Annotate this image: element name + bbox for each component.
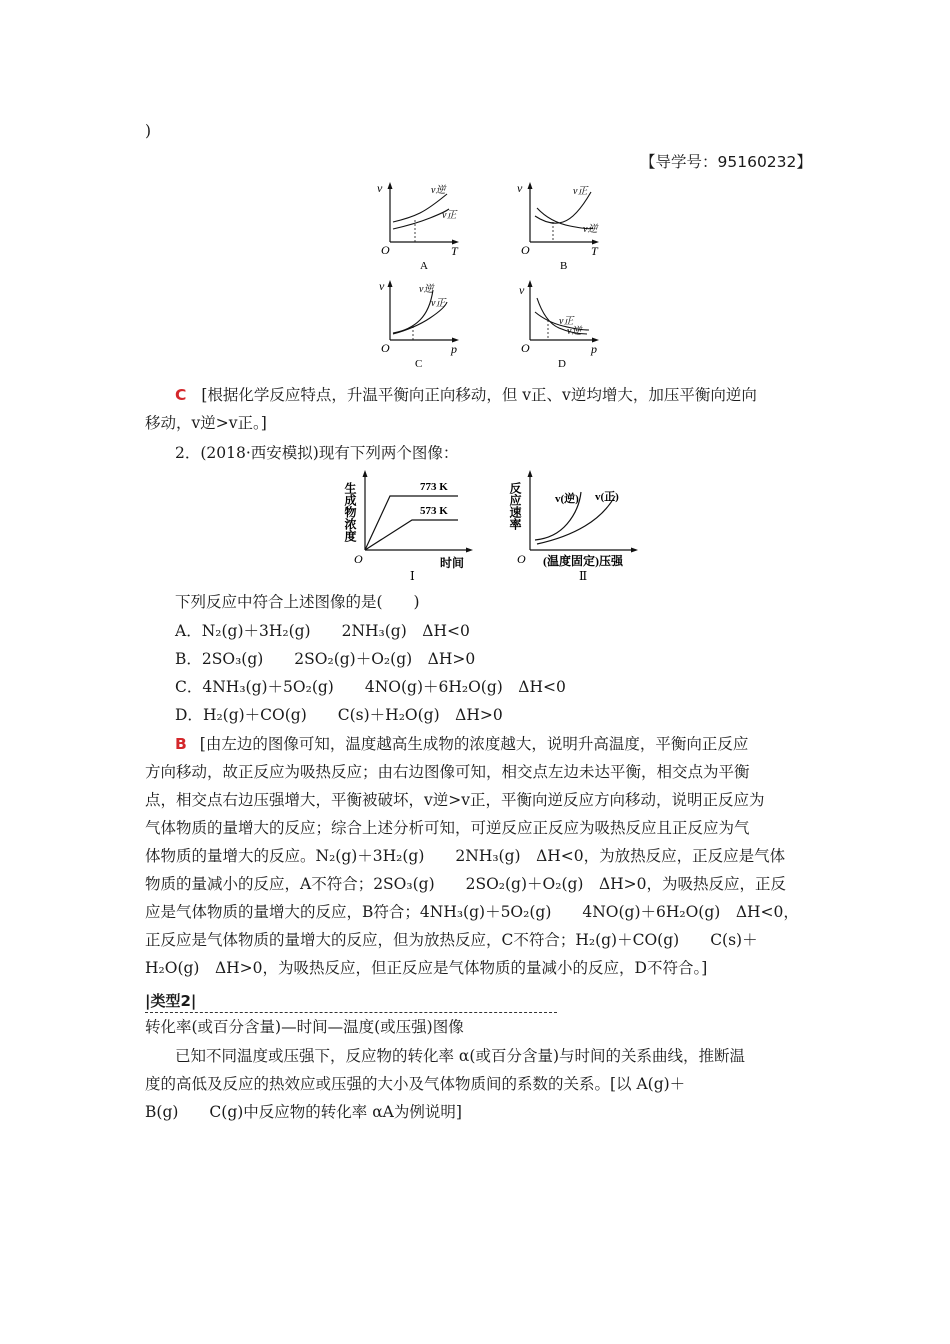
q2-explanation-4: 气体物质的量增大的反应；综合上述分析可知，可逆反应正反应为吸热反应且正反应为气	[145, 819, 750, 837]
y-label-char: 生成物浓度	[343, 482, 357, 542]
type2-para-2: 度的高低及反应的热效应或压强的大小及气体物质间的系数的关系。[以 A(g)＋	[145, 1075, 686, 1093]
x-axis-label: (温度固定)压强	[543, 554, 623, 568]
graph-caption: Ⅱ	[579, 569, 588, 583]
option-letter: B．	[175, 650, 202, 668]
curve1-label: v正	[559, 316, 574, 327]
y-axis-label: v	[379, 279, 385, 293]
q2-explanation-2: 方向移动，故正反应为吸热反应；由右边图像可知，相交点左边未达平衡，相交点为平衡	[145, 763, 750, 781]
option-text: H₂(g)＋CO(g) C(s)＋H₂O(g) ΔH>0	[202, 706, 503, 724]
q1-explanation-1: [根据化学反应特点，升温平衡向正向移动，但 v正、v逆均增大，加压平衡向逆向	[201, 386, 757, 404]
q2-option-a	[175, 621, 470, 641]
q2-option-c	[175, 677, 566, 697]
origin-label: O	[354, 552, 363, 566]
origin-label: O	[521, 341, 530, 355]
y-axis-label: v	[517, 181, 523, 195]
q2-option-b	[175, 649, 475, 669]
option-letter: C．	[175, 678, 203, 696]
option-letter: D．	[175, 706, 203, 724]
y-label-char: 反应速率	[508, 482, 522, 530]
origin-label: O	[521, 243, 530, 257]
x-axis-label: T	[591, 244, 598, 258]
q2-option-d	[175, 705, 503, 725]
type2-header	[145, 990, 557, 1013]
type2-label: |类型2|	[145, 992, 197, 1010]
q1-graph-b	[515, 180, 610, 275]
x-axis-label: 时间	[440, 556, 465, 570]
x-axis-label: p	[451, 342, 457, 356]
curve2-label: v正	[431, 298, 446, 309]
x-axis-label: p	[591, 342, 597, 356]
q2-explanation-6: 物质的量减小的反应，A不符合；2SO₃(g) 2SO₂(g)＋O₂(g) ΔH>0，为吸热反应，正反	[145, 875, 787, 893]
option-text: 4NH₃(g)＋5O₂(g) 4NO(g)＋6H₂O(g) ΔH<0	[202, 678, 566, 696]
q2-stem: 2．(2018·西安模拟)现有下列两个图像：	[175, 444, 459, 462]
q1-explanation-2: 移动，v逆>v正。]	[145, 414, 267, 432]
curve-573-label: 573 K	[420, 505, 448, 517]
q2-answer-letter: B	[175, 735, 187, 753]
curve-773-label: 773 K	[420, 481, 448, 493]
graph-letter: D	[558, 358, 566, 370]
q2-graph-2	[505, 468, 645, 583]
origin-label: O	[381, 243, 390, 257]
graph-letter: C	[415, 358, 423, 370]
graph-letter: A	[420, 260, 428, 272]
x-axis-label: T	[451, 244, 458, 258]
curve2-label: v正	[442, 210, 457, 221]
continuation-paren: )	[145, 122, 152, 140]
q1-graph-d	[515, 278, 610, 373]
option-letter: A．	[175, 622, 202, 640]
q2-explanation-1: B [由左边的图像可知，温度越高生成物的浓度越大，说明升高温度，平衡向正反应	[175, 735, 749, 753]
curve-v-reverse-label: v(逆)	[555, 493, 579, 505]
graph-caption: Ⅰ	[410, 569, 415, 583]
q2-graph-1	[340, 468, 480, 583]
curve2-label: v逆	[583, 224, 598, 235]
guide-number: 【导学号：95160232】	[640, 153, 812, 171]
q2-explanation-9: H₂O(g) ΔH>0，为吸热反应，但正反应是气体物质的量减小的反应，D不符合。]	[145, 959, 708, 977]
q1-answer-letter: C	[175, 386, 187, 404]
curve1-label: v正	[573, 186, 588, 197]
q2-explanation-5: 体物质的量增大的反应。N₂(g)＋3H₂(g) 2NH₃(g) ΔH<0，为放热反应，正反应是气体	[145, 847, 786, 865]
q2-explanation-8: 正反应是气体物质的量增大的反应，但为放热反应，C不符合；H₂(g)＋CO(g) C(s)＋	[145, 931, 758, 949]
q2-question: 下列反应中符合上述图像的是( )	[175, 593, 420, 611]
curve1-label: v逆	[431, 185, 446, 196]
origin-label: O	[517, 552, 526, 566]
q2-explanation-7: 应是气体物质的量增大的反应，B符合；4NH₃(g)＋5O₂(g) 4NO(g)＋6H₂O(g) ΔH<0，	[145, 903, 799, 921]
y-axis-label: v	[519, 283, 525, 297]
q1-answer-line1	[175, 385, 757, 405]
curve2-label: v逆	[567, 326, 582, 337]
curve-v-forward-label: v(正)	[595, 491, 619, 503]
type2-subtitle: 转化率(或百分含量)—时间—温度(或压强)图像	[145, 1018, 464, 1036]
curve1-label: v逆	[419, 284, 434, 295]
option-text: N₂(g)＋3H₂(g) 2NH₃(g) ΔH<0	[201, 622, 470, 640]
q1-graph-c	[375, 278, 470, 373]
q1-graph-a	[375, 180, 470, 275]
y-axis-label: v	[377, 181, 383, 195]
type2-para-1: 已知不同温度或压强下，反应物的转化率 α(或百分含量)与时间的关系曲线，推断温	[175, 1047, 745, 1065]
option-text: 2SO₃(g) 2SO₂(g)＋O₂(g) ΔH>0	[201, 650, 476, 668]
q2-explanation-3: 点，相交点右边压强增大，平衡被破坏，v逆>v正，平衡向逆反应方向移动，说明正反应为	[145, 791, 765, 809]
type2-para-3: B(g) C(g)中反应物的转化率 αA为例说明]	[145, 1103, 462, 1121]
origin-label: O	[381, 341, 390, 355]
graph-letter: B	[560, 260, 568, 272]
